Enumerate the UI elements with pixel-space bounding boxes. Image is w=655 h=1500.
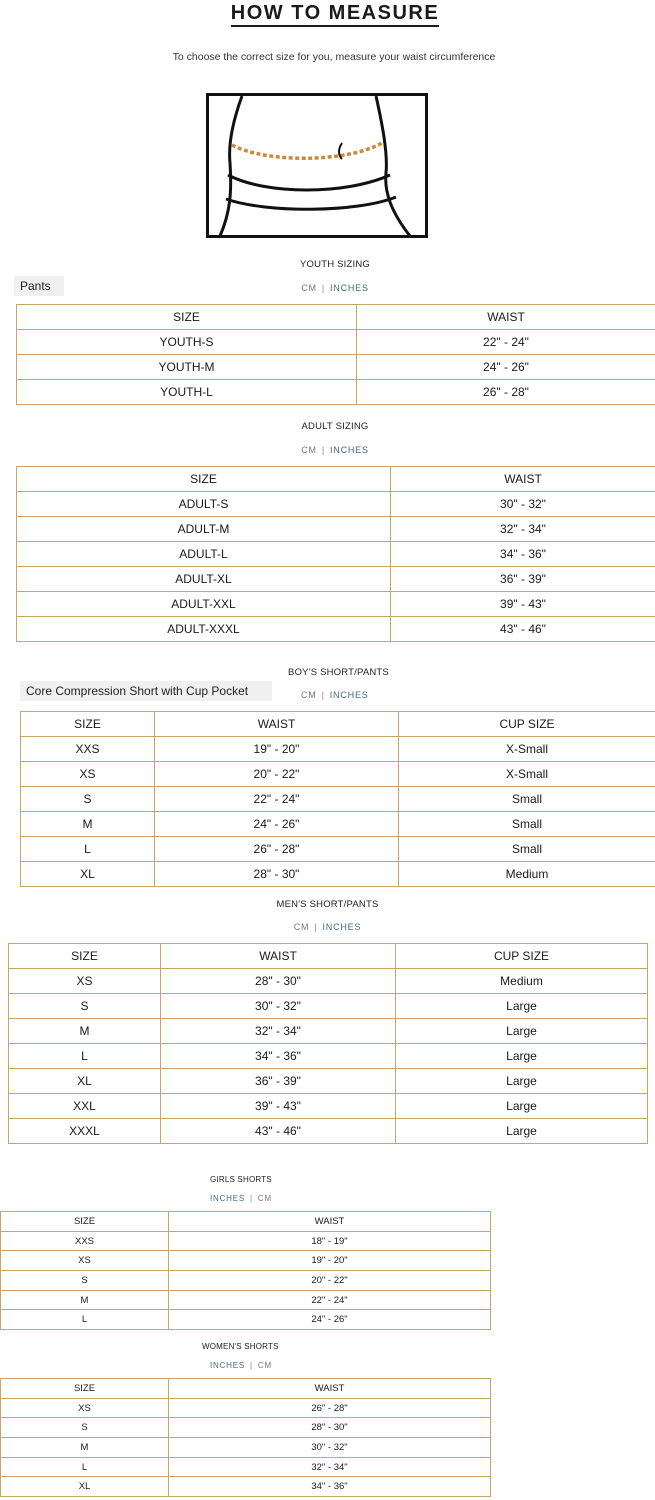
column-header: SIZE <box>9 944 161 969</box>
table-cell: ADULT-S <box>17 492 391 517</box>
table-cell: 20" - 22" <box>155 762 399 787</box>
column-header: WAIST <box>155 712 399 737</box>
table-cell: M <box>1 1438 169 1458</box>
table-cell: 22" - 24" <box>169 1290 491 1310</box>
table-cell: Large <box>396 1069 648 1094</box>
unit-cm[interactable]: CM <box>293 922 310 932</box>
womens-unit-toggle: INCHES | CM <box>210 1361 272 1370</box>
boys-size-table <box>20 711 655 887</box>
table-cell: 28" - 30" <box>161 969 396 994</box>
unit-inches[interactable]: INCHES <box>322 922 362 932</box>
column-header: CUP SIZE <box>396 944 648 969</box>
table-row <box>17 517 655 542</box>
table-cell: 34" - 36" <box>161 1044 396 1069</box>
table-cell: 30" - 32" <box>391 492 655 517</box>
unit-cm[interactable]: CM <box>301 283 317 293</box>
table-row <box>1 1251 491 1271</box>
table-cell: XS <box>1 1398 169 1418</box>
table-cell: S <box>1 1271 169 1291</box>
measure-instructions: To choose the correct size for you, measure your waist circumference <box>172 51 496 63</box>
table-cell: XXS <box>1 1231 169 1251</box>
table-row <box>21 787 655 812</box>
table-cell: XL <box>21 862 155 887</box>
table-cell: L <box>1 1310 169 1330</box>
table-row <box>1 1231 491 1251</box>
table-cell: ADULT-M <box>17 517 391 542</box>
youth-unit-toggle: CM | INCHES <box>301 283 369 293</box>
table-row <box>9 1069 648 1094</box>
table-cell: 30" - 32" <box>161 994 396 1019</box>
table-cell: XXL <box>9 1094 161 1119</box>
table-cell: ADULT-XXXL <box>17 617 391 642</box>
table-cell: 26" - 28" <box>155 837 399 862</box>
table-cell: Large <box>396 1094 648 1119</box>
table-cell: ADULT-XXL <box>17 592 391 617</box>
column-header: WAIST <box>169 1379 491 1399</box>
boys-product-label: Core Compression Short with Cup Pocket <box>20 681 272 701</box>
table-row <box>17 567 655 592</box>
table-row <box>1 1457 491 1477</box>
table-cell: 32" - 34" <box>169 1457 491 1477</box>
table-cell: 32" - 34" <box>161 1019 396 1044</box>
column-header: WAIST <box>169 1212 491 1232</box>
mens-unit-toggle: CM | INCHES <box>293 922 362 932</box>
adult-size-table <box>16 466 655 642</box>
unit-inches[interactable]: INCHES <box>210 1194 246 1203</box>
table-cell: M <box>1 1290 169 1310</box>
column-header: SIZE <box>17 467 391 492</box>
table-cell: YOUTH-L <box>17 380 357 405</box>
youth-size-table <box>16 304 655 405</box>
table-cell: 28" - 30" <box>155 862 399 887</box>
table-cell: L <box>1 1457 169 1477</box>
table-cell: L <box>21 837 155 862</box>
unit-inches[interactable]: INCHES <box>210 1361 246 1370</box>
unit-cm[interactable]: CM <box>257 1194 272 1203</box>
unit-cm[interactable]: CM <box>257 1361 272 1370</box>
table-cell: XXXL <box>9 1119 161 1144</box>
table-cell: Large <box>396 1044 648 1069</box>
table-cell: 36" - 39" <box>391 567 655 592</box>
table-cell: 43" - 46" <box>391 617 655 642</box>
table-cell: S <box>21 787 155 812</box>
table-cell: 20" - 22" <box>169 1271 491 1291</box>
column-header: SIZE <box>1 1379 169 1399</box>
table-cell: 39" - 43" <box>161 1094 396 1119</box>
column-header: CUP SIZE <box>399 712 655 737</box>
table-row <box>17 592 655 617</box>
table-row <box>21 862 655 887</box>
table-cell: Medium <box>399 862 655 887</box>
table-cell: 26" - 28" <box>169 1398 491 1418</box>
table-cell: XS <box>1 1251 169 1271</box>
table-row <box>9 1094 648 1119</box>
table-row <box>1 1290 491 1310</box>
table-row <box>17 330 655 355</box>
table-cell: M <box>21 812 155 837</box>
table-cell: Large <box>396 994 648 1019</box>
youth-table-header-row <box>17 305 655 330</box>
girls-size-table <box>0 1211 491 1330</box>
table-cell: 24" - 26" <box>169 1310 491 1330</box>
womens-sizing-title: WOMEN'S SHORTS <box>202 1342 279 1351</box>
table-cell: Small <box>399 787 655 812</box>
boys-unit-toggle: CM | INCHES <box>301 690 369 700</box>
table-row <box>1 1477 491 1497</box>
girls-unit-toggle: INCHES | CM <box>210 1194 272 1203</box>
table-cell: 39" - 43" <box>391 592 655 617</box>
table-cell: 26" - 28" <box>357 380 655 405</box>
table-cell: 18" - 19" <box>169 1231 491 1251</box>
table-cell: XXS <box>21 737 155 762</box>
girls-sizing-title: GIRLS SHORTS <box>210 1175 272 1184</box>
table-cell: 34" - 36" <box>391 542 655 567</box>
womens-table-header-row <box>1 1379 491 1399</box>
column-header: WAIST <box>391 467 655 492</box>
table-cell: 24" - 26" <box>357 355 655 380</box>
table-cell: Small <box>399 837 655 862</box>
table-cell: 19" - 20" <box>155 737 399 762</box>
table-cell: 36" - 39" <box>161 1069 396 1094</box>
table-row <box>17 355 655 380</box>
table-row <box>9 994 648 1019</box>
table-row <box>17 617 655 642</box>
table-row <box>21 837 655 862</box>
table-cell: 22" - 24" <box>357 330 655 355</box>
table-row <box>1 1271 491 1291</box>
table-cell: 24" - 26" <box>155 812 399 837</box>
table-row <box>17 380 655 405</box>
adult-sizing-title: ADULT SIZING <box>301 421 369 432</box>
column-header: WAIST <box>357 305 655 330</box>
table-row <box>9 1019 648 1044</box>
table-cell: YOUTH-S <box>17 330 357 355</box>
table-row <box>21 737 655 762</box>
page-title: HOW TO MEASURE <box>0 0 655 26</box>
table-cell: 32" - 34" <box>391 517 655 542</box>
table-row <box>21 812 655 837</box>
unit-inches[interactable]: INCHES <box>329 690 369 700</box>
table-cell: X-Small <box>399 737 655 762</box>
unit-inches[interactable]: INCHES <box>329 283 369 293</box>
youth-sizing-title: YOUTH SIZING <box>300 259 370 270</box>
table-cell: Large <box>396 1119 648 1144</box>
table-row <box>1 1418 491 1438</box>
table-row <box>1 1398 491 1418</box>
table-cell: Small <box>399 812 655 837</box>
table-row <box>1 1438 491 1458</box>
table-row <box>17 542 655 567</box>
table-row <box>1 1310 491 1330</box>
table-cell: M <box>9 1019 161 1044</box>
youth-pants-label: Pants <box>14 276 64 296</box>
table-cell: XL <box>1 1477 169 1497</box>
table-cell: 28" - 30" <box>169 1418 491 1438</box>
boys-table-header-row <box>21 712 655 737</box>
table-row <box>9 1044 648 1069</box>
column-header: SIZE <box>17 305 357 330</box>
unit-cm[interactable]: CM <box>301 445 317 455</box>
unit-cm[interactable]: CM <box>301 690 317 700</box>
table-cell: 34" - 36" <box>169 1477 491 1497</box>
table-cell: S <box>1 1418 169 1438</box>
table-cell: 43" - 46" <box>161 1119 396 1144</box>
boys-sizing-title: BOY'S SHORT/PANTS <box>288 667 389 678</box>
table-cell: S <box>9 994 161 1019</box>
column-header: SIZE <box>21 712 155 737</box>
waist-measurement-illustration <box>206 93 428 238</box>
table-cell: 22" - 24" <box>155 787 399 812</box>
table-cell: XS <box>21 762 155 787</box>
table-row <box>21 762 655 787</box>
table-cell: 19" - 20" <box>169 1251 491 1271</box>
table-cell: ADULT-XL <box>17 567 391 592</box>
table-cell: ADULT-L <box>17 542 391 567</box>
mens-table-header-row <box>9 944 648 969</box>
table-cell: 30" - 32" <box>169 1438 491 1458</box>
adult-table-header-row <box>17 467 655 492</box>
column-header: WAIST <box>161 944 396 969</box>
table-row <box>17 492 655 517</box>
adult-unit-toggle: CM | INCHES <box>301 445 369 455</box>
table-row <box>9 969 648 994</box>
table-cell: XL <box>9 1069 161 1094</box>
table-cell: Large <box>396 1019 648 1044</box>
girls-table-header-row <box>1 1212 491 1232</box>
table-cell: Medium <box>396 969 648 994</box>
womens-size-table <box>0 1378 491 1497</box>
mens-size-table <box>8 943 648 1144</box>
table-cell: L <box>9 1044 161 1069</box>
table-cell: X-Small <box>399 762 655 787</box>
table-cell: YOUTH-M <box>17 355 357 380</box>
unit-inches[interactable]: INCHES <box>329 445 369 455</box>
column-header: SIZE <box>1 1212 169 1232</box>
table-row <box>9 1119 648 1144</box>
table-cell: XS <box>9 969 161 994</box>
mens-sizing-title: MEN'S SHORT/PANTS <box>276 899 379 910</box>
